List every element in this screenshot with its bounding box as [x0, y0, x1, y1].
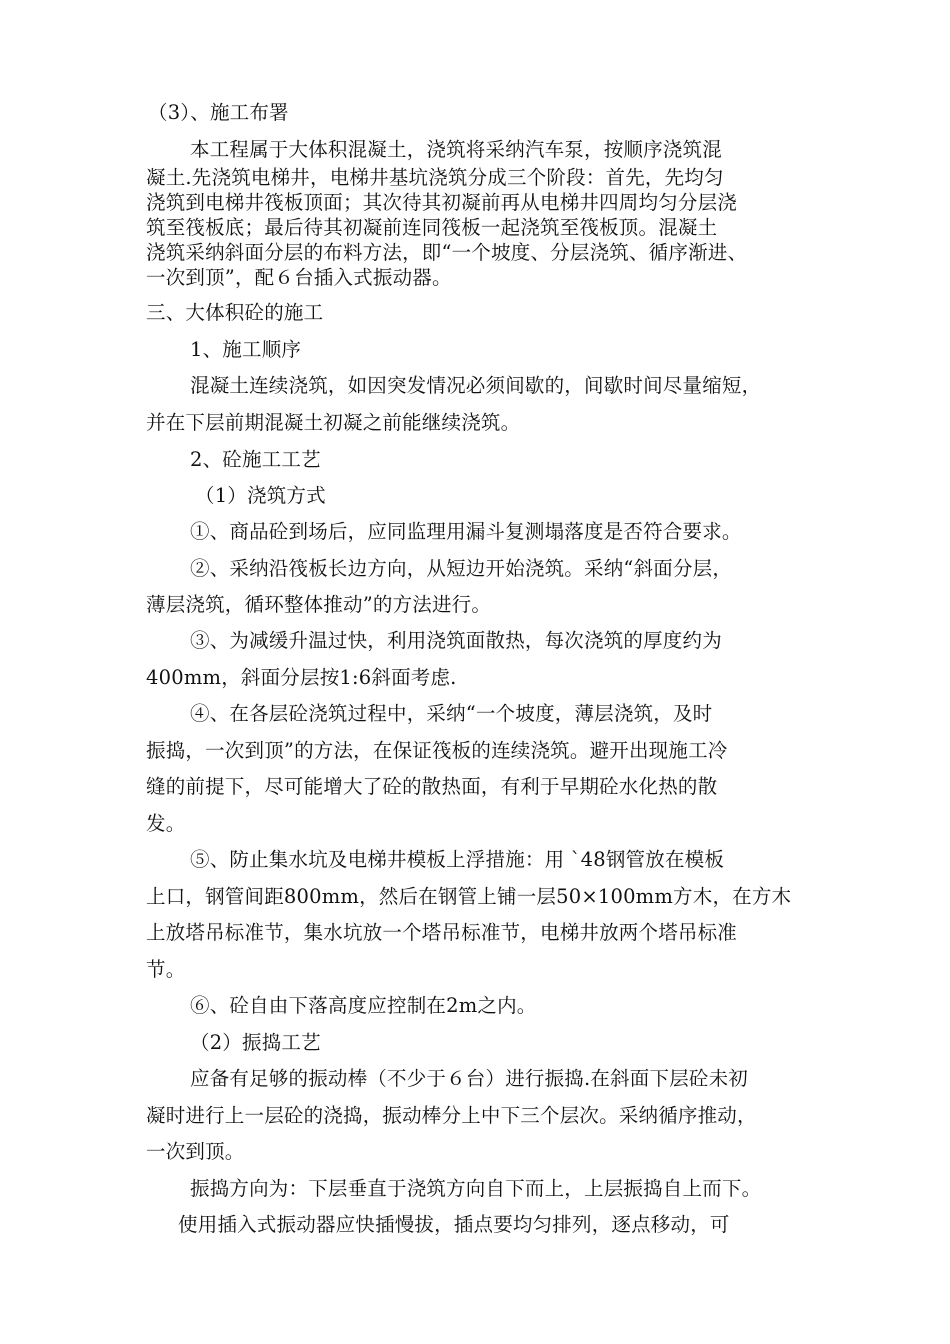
text-line: 本工程属于大体积混凝土，浇筑将采纳汽车泵，按顺序浇筑混 [190, 138, 722, 161]
text-line: 一次到顶”，配６台插入式振动器。 [146, 266, 452, 289]
text-line: 400mm，斜面分层按1:6斜面考虑. [146, 666, 457, 689]
text-line: 筑至筏板底；最后待其初凝前连同筏板一起浇筑至筏板顶。混凝土 [146, 216, 718, 239]
text-line: 使用插入式振动器应快插慢拔，插点要均匀排列，逐点移动，可 [178, 1213, 730, 1236]
text-line: 缝的前提下，尽可能增大了砼的散热面，有利于早期砼水化热的散 [146, 775, 718, 798]
text-line: （3）、施工布署 [148, 101, 289, 124]
text-line: ③、为减缓升温过快，利用浇筑面散热，每次浇筑的厚度约为 [190, 629, 722, 652]
text-line: 上口，钢管间距800mm，然后在钢管上铺一层50×100mm方木，在方木 [146, 885, 792, 908]
text-line: 浇筑采纳斜面分层的布料方法，即“一个坡度、分层浇筑、循序渐进、 [146, 241, 748, 264]
text-line: 发。 [146, 812, 186, 835]
text-line: 振捣方向为：下层垂直于浇筑方向自下而上，上层振捣自上而下。 [190, 1177, 762, 1200]
text-line: 并在下层前期混凝土初凝之前能继续浇筑。 [146, 411, 521, 434]
text-line: 上放塔吊标准节，集水坑放一个塔吊标准节，电梯井放两个塔吊标准 [146, 921, 738, 944]
text-line: （2）振捣工艺 [190, 1031, 321, 1054]
text-line: 一次到顶。 [146, 1140, 245, 1163]
text-line: 凝时进行上一层砼的浇捣，振动棒分上中下三个层次。采纳循序推动， [146, 1104, 757, 1127]
text-line: ①、商品砼到场后，应同监理用漏斗复测塌落度是否符合要求。 [190, 520, 742, 543]
text-line: 凝土.先浇筑电梯井，电梯井基坑浇筑分成三个阶段：首先，先均匀 [146, 166, 724, 189]
text-line: ④、在各层砼浇筑过程中，采纳“一个坡度，薄层浇筑，及时 [190, 702, 713, 725]
text-line: ⑥、砼自由下落高度应控制在2m之内。 [190, 994, 537, 1017]
text-line: 应备有足够的振动棒（不少于６台）进行振捣.在斜面下层砼未初 [190, 1067, 748, 1090]
text-line: 振捣，一次到顶”的方法，在保证筏板的连续浇筑。避开出现施工冷 [146, 739, 728, 762]
text-line: 混凝土连续浇筑，如因突发情况必须间歇的，间歇时间尽量缩短， [190, 374, 762, 397]
text-line: （1）浇筑方式 [195, 484, 326, 507]
text-line: 节。 [146, 958, 186, 981]
text-line: 三、大体积砼的施工 [146, 301, 324, 324]
text-line: 1、施工顺序 [190, 338, 302, 361]
text-line: 2、砼施工工艺 [190, 448, 321, 471]
text-line: 薄层浇筑，循环整体推动”的方法进行。 [146, 593, 492, 616]
text-line: ②、采纳沿筏板长边方向，从短边开始浇筑。采纳“斜面分层， [190, 557, 733, 580]
text-line: 浇筑到电梯井筏板顶面；其次待其初凝前再从电梯井四周均匀分层浇 [146, 191, 738, 214]
text-line: ⑤、防止集水坑及电梯井模板上浮措施：用 `48钢管放在模板 [190, 848, 725, 871]
